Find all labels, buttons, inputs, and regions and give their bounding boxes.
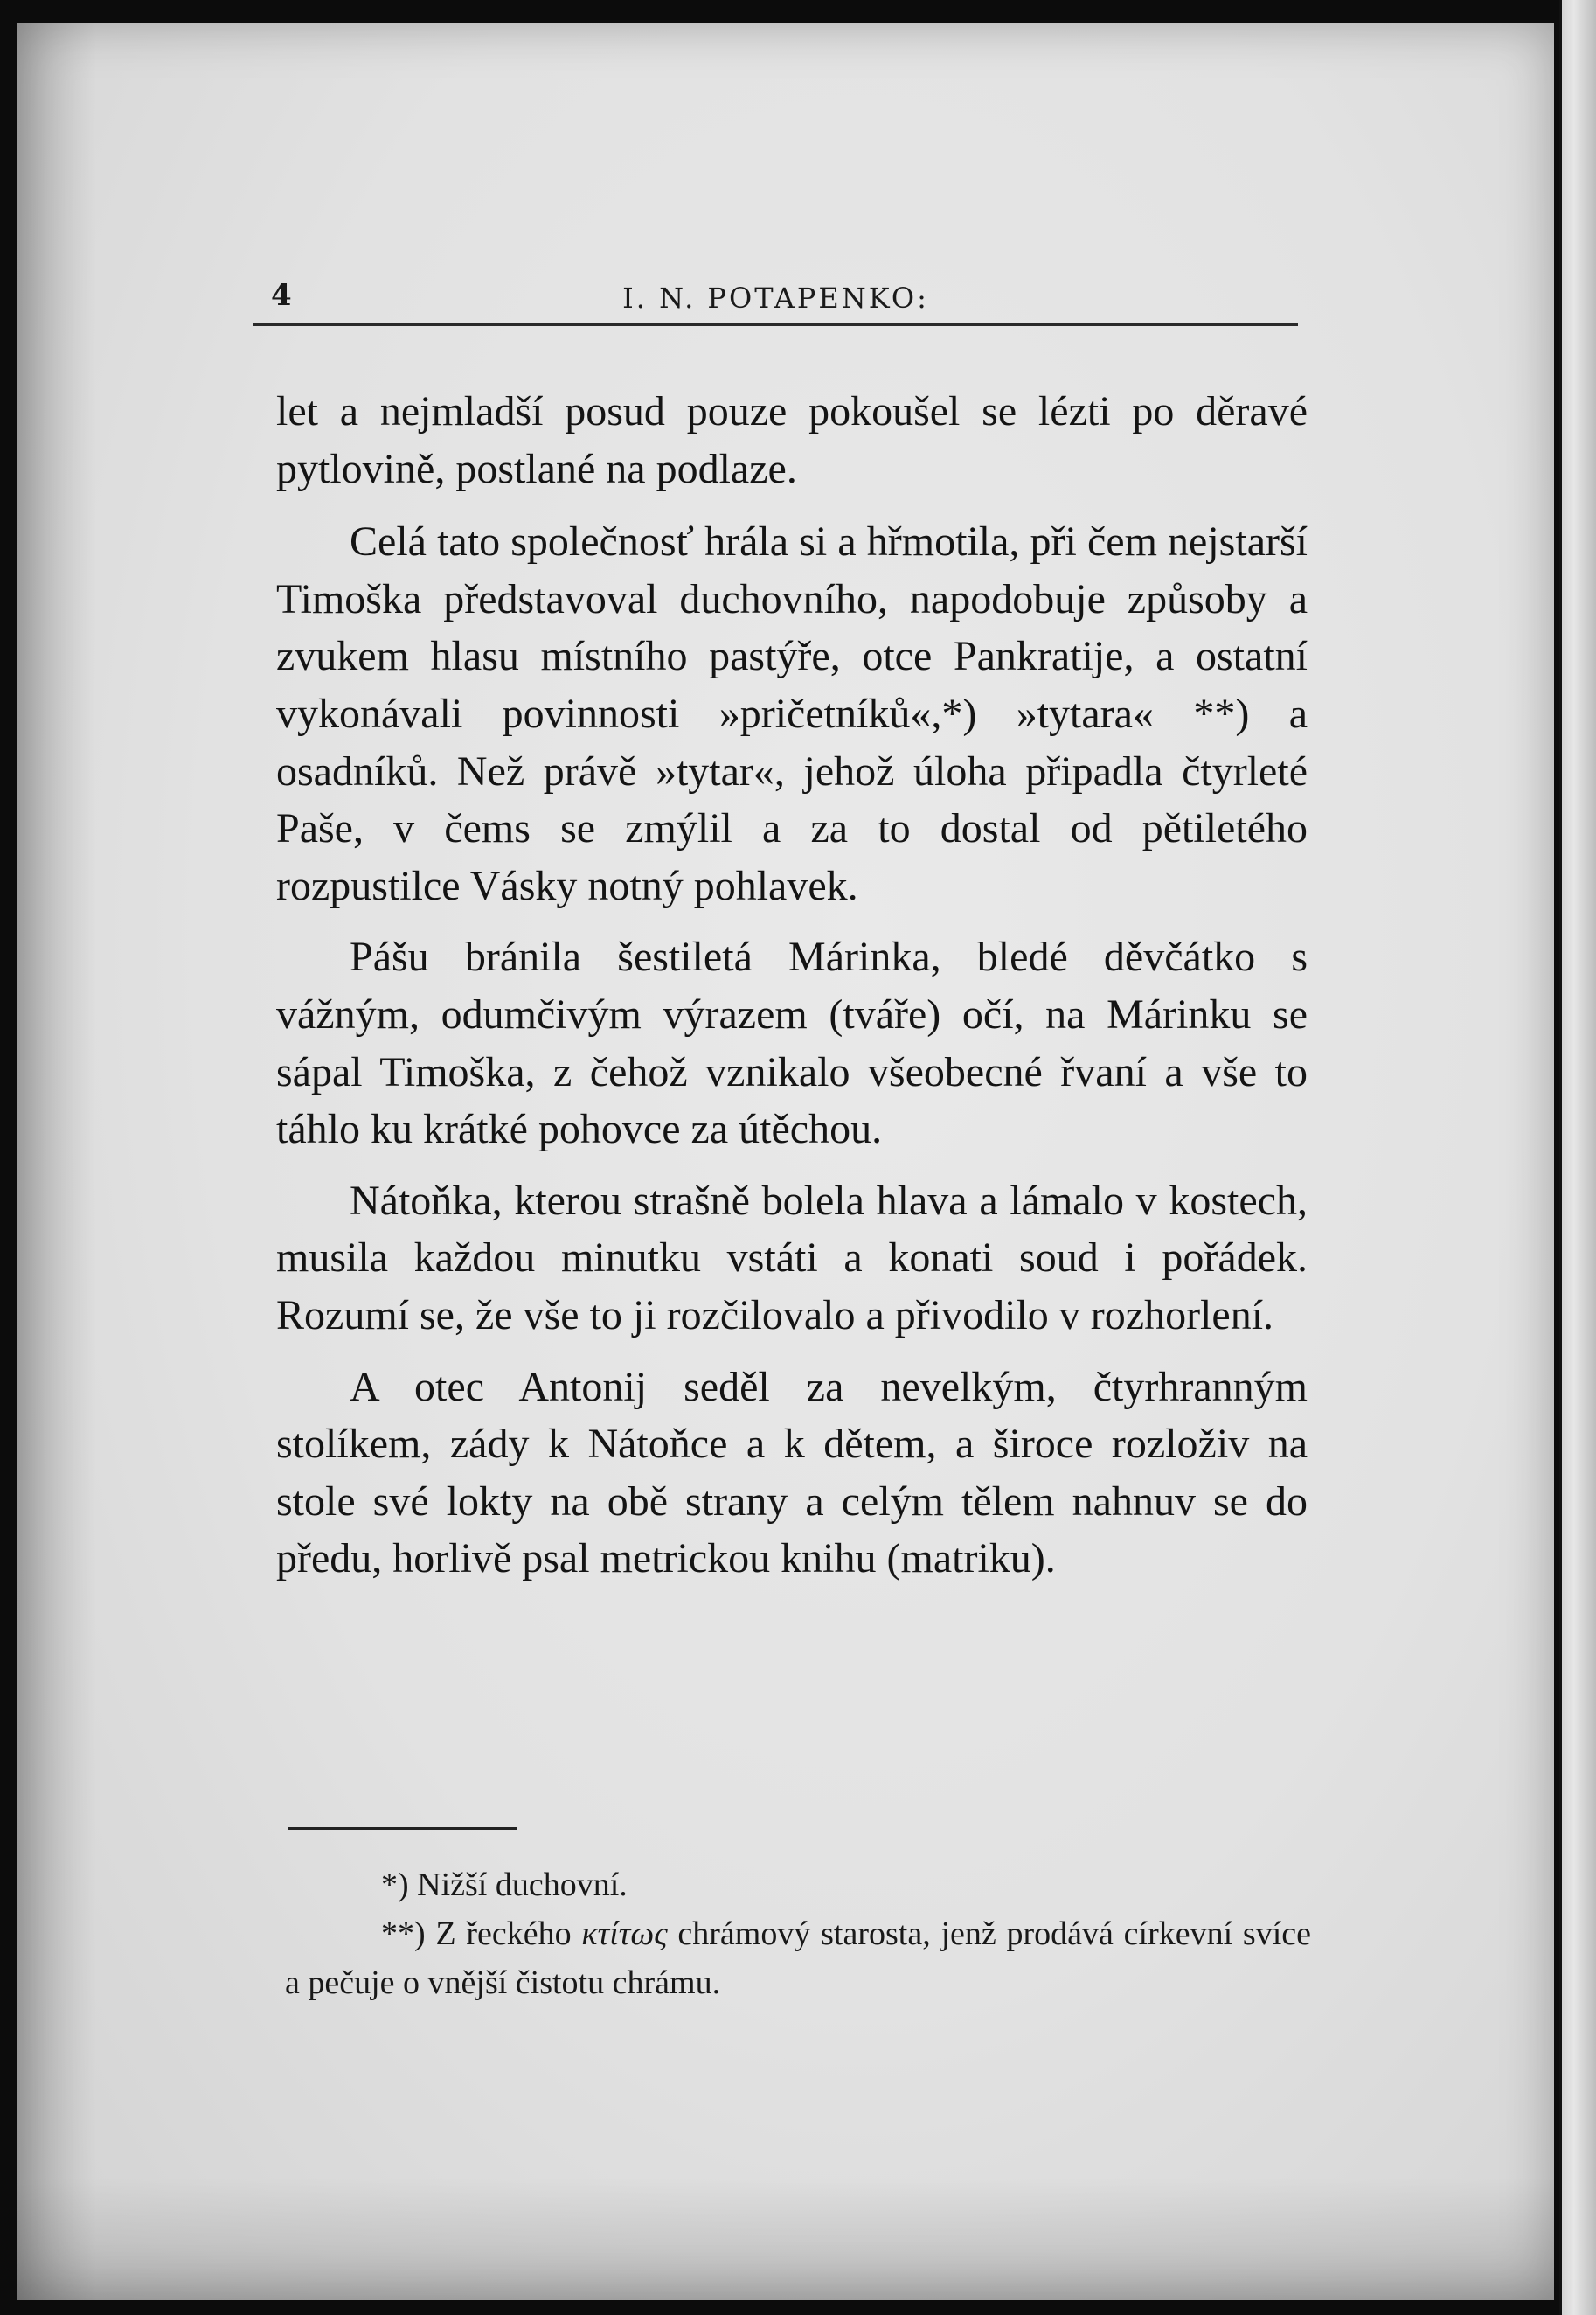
footnote-2-lead: **) Z řeckého — [381, 1915, 582, 1952]
next-page-edge — [1559, 0, 1596, 2315]
paragraph: Celá tato společnosť hrála si a hřmotila, při čem nejstarší Timoška představoval duchovního, napodobuje způsoby a zvukem hlasu místního pastýře, otce Pankratije, a ostatní vykonávali povinnosti »pričetníků«,*) »tytara« **) a osadníků. Než právě »tytar«, jehož úloha připadla čtyrleté Paše, v čems se zmýlil a za to dostal od pětiletého rozpustilce Vásky notný pohlavek. — [276, 518, 1308, 909]
footnote-2-greek-term: κτίτως — [581, 1915, 668, 1952]
running-title: I. N. POTAPENKO: — [622, 282, 929, 315]
body-text — [276, 383, 1308, 1602]
page-header — [253, 271, 1298, 326]
footnote-2 — [285, 1909, 1311, 2007]
paragraph: Nátoňka, kterou strašně bolela hlava a lámalo v kostech, musila každou minutku vstáti a konati soud i pořádek. Rozumí se, že vše to ji rozčilovalo a přivodilo v rozhorlení. — [276, 1177, 1308, 1338]
footnotes — [285, 1860, 1311, 2007]
footnote-separator — [288, 1827, 517, 1830]
paragraph: A otec Antonij seděl za nevelkým, čtyrhranným stolíkem, zády k Nátoňce a k dětem, a široce rozloživ na stole své lokty na obě strany a celým tělem nahnuv se do předu, horlivě psal metrickou knihu (matriku). — [276, 1363, 1308, 1582]
footnote-1: *) Nižší duchovní. — [381, 1867, 628, 1903]
paragraph: Pášu bránila šestiletá Márinka, bledé děvčátko s vážným, odumčivým výrazem (tváře) očí, na Márinku se sápal Timoška, z čehož vznikalo všeobecné řvaní a vše to táhlo ku krátké pohovce za útěchou. — [276, 934, 1308, 1153]
page-number: 4 — [271, 278, 292, 313]
footnote-2-rest: chrámový starosta, jenž prodává církevní svíce a pečuje o vnější čistotu chrámu. — [285, 1915, 1311, 2001]
paragraph-continuation: let a nejmladší posud pouze pokoušel se lézti po děravé pytlovině, postlané na podlaze. — [276, 388, 1308, 492]
